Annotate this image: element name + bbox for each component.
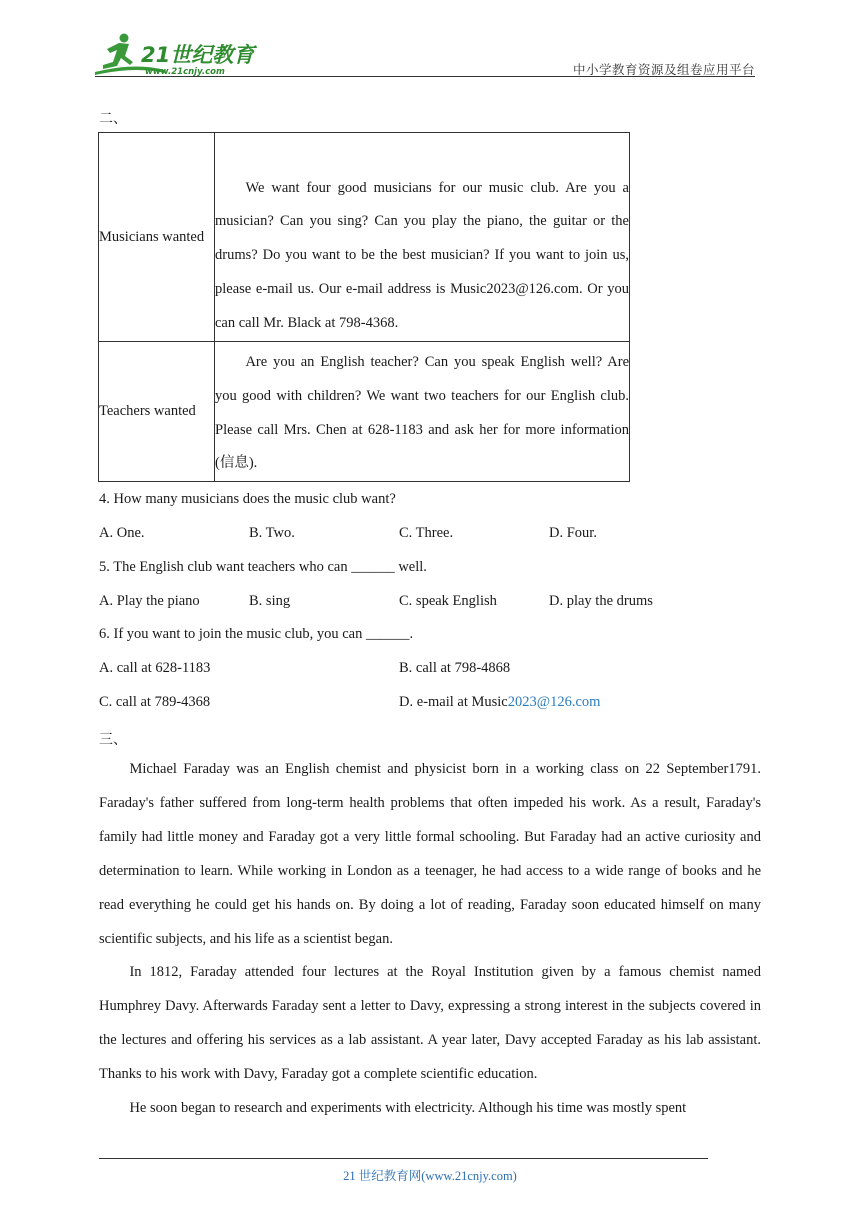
header-divider (95, 76, 755, 77)
question-stem: 4. How many musicians does the music club want? (99, 491, 396, 507)
ad-text: We want four good musicians for our music club. Are you a musician? Can you sing? Can you play the piano, the guitar or the drums? Do you want to be the best musician? If you want to join us, please e-mail us. Our e-mail address is Music2023@126.com. Or you can call Mr. Black at 798-4368. (215, 179, 629, 331)
ad-title: Musicians wanted (99, 133, 215, 342)
reading-passage (99, 753, 761, 1126)
email-link[interactable]: 2023@126.com (507, 694, 601, 710)
option-c: C. call at 789-4368 (99, 694, 211, 710)
site-logo (95, 32, 270, 78)
passage-paragraph: He soon began to research and experiments with electricity. Although his time was mostly spent (129, 1100, 687, 1117)
question-stem: 5. The English club want teachers who can ______ well. (99, 559, 427, 575)
logo-url: www.21cnjy.com (145, 67, 225, 77)
option-d-text: D. e-mail at Music (399, 694, 508, 710)
option-b: B. call at 798-4868 (399, 660, 511, 676)
option-c: C. speak English (399, 593, 497, 609)
option-a: A. call at 628-1183 (99, 660, 211, 676)
ad-text: Are you an English teacher? Can you speak English well? Are you good with children? We want two teachers for our English club. Please call Mrs. Chen at 628-1183 and ask her for more information (信息). (215, 354, 629, 472)
footer-text[interactable]: 21 世纪教育网(www.21cnjy.com) (343, 1169, 517, 1183)
option-c: C. Three. (399, 525, 454, 541)
option-d (399, 694, 600, 711)
option-d: D. Four. (549, 525, 597, 541)
option-b: B. sing (249, 593, 291, 609)
logo-text: 21世纪教育 (141, 43, 255, 67)
section-marker-2: 二、 (99, 112, 127, 127)
section-marker-3: 三、 (99, 733, 127, 748)
platform-name: 中小学教育资源及组卷应用平台 (572, 63, 755, 77)
ad-title: Teachers wanted (99, 342, 215, 482)
option-b: B. Two. (249, 525, 295, 541)
table-row (99, 133, 630, 342)
table-row (99, 342, 630, 482)
page-header (95, 32, 755, 78)
ad-text-cell (215, 342, 630, 482)
footer-divider (99, 1158, 708, 1159)
option-a: A. Play the piano (99, 593, 200, 609)
option-a: A. One. (99, 525, 145, 541)
ad-text-cell (215, 133, 630, 342)
passage-paragraph: Michael Faraday was an English chemist and physicist born in a working class on 22 September1791. Faraday's father suffered from long-term health problems that often impeded his work. As a result, Faraday's family had little money and Faraday got a very little formal schooling. But Faraday had an active curiosity and determination to learn. While working in London as a teenager, he had access to a wide range of books and he read everything he could get his hands on. By doing a lot of reading, Faraday soon educated himself on many scientific subjects, and his life as a scientist began. (99, 761, 761, 947)
ads-table (98, 132, 630, 482)
question-stem: 6. If you want to join the music club, you can ______. (99, 626, 414, 642)
option-d: D. play the drums (549, 593, 653, 609)
passage-paragraph: In 1812, Faraday attended four lectures at the Royal Institution given by a famous chemist named Humphrey Davy. Afterwards Faraday sent a letter to Davy, expressing a strong interest in the subjects covered in the lectures and offering his services as a lab assistant. A year later, Davy accepted Faraday as his lab assistant. Thanks to his work with Davy, Faraday got a complete scientific education. (99, 964, 761, 1083)
